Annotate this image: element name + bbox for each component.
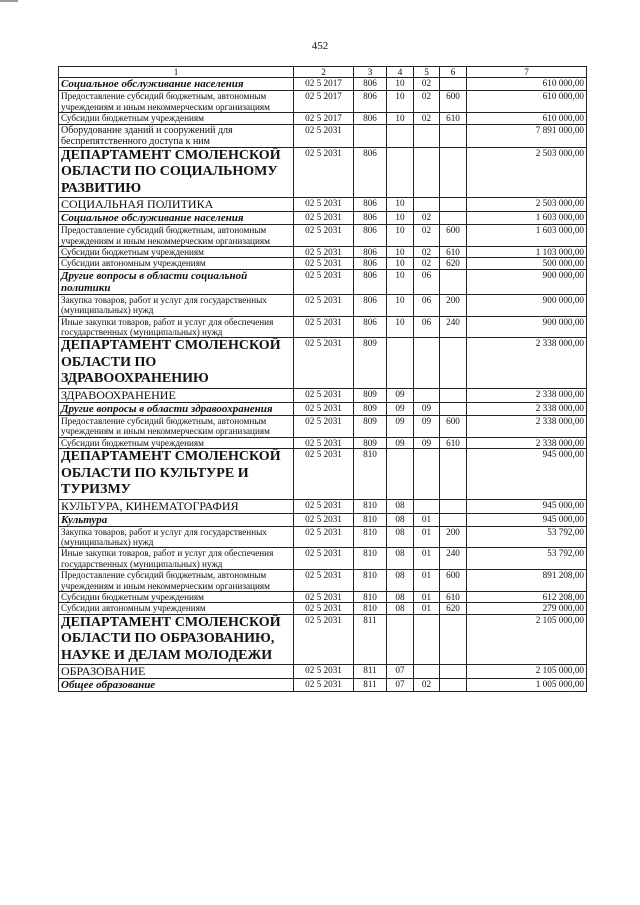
section-code-cell: 10 — [387, 113, 414, 124]
section-code-cell: 07 — [387, 679, 414, 692]
row-name-cell: ДЕПАРТАМЕНТ СМОЛЕНСКОЙ ОБЛАСТИ ПО ЗДРАВООХРАНЕНИЮ — [59, 338, 294, 389]
table-row — [59, 225, 587, 247]
expense-type-cell: 600 — [440, 91, 467, 113]
expense-type-cell — [440, 679, 467, 692]
expense-type-cell — [440, 449, 467, 500]
expense-type-cell: 600 — [440, 225, 467, 247]
target-code-cell: 02 5 2031 — [294, 246, 354, 257]
amount-cell: 2 338 000,00 — [467, 338, 587, 389]
department-code-cell: 806 — [354, 113, 387, 124]
subsection-code-cell — [414, 665, 440, 679]
department-code-cell: 811 — [354, 679, 387, 692]
table-row — [59, 246, 587, 257]
amount-cell: 2 105 000,00 — [467, 614, 587, 665]
department-code-cell — [354, 124, 387, 147]
row-name-cell: Социальное обслуживание населения — [59, 212, 294, 225]
expense-type-cell — [440, 269, 467, 294]
subsection-code-cell — [414, 124, 440, 147]
section-code-cell: 10 — [387, 198, 414, 212]
table-row — [59, 147, 587, 198]
table-row — [59, 570, 587, 592]
row-name-cell: Субсидии автономным учреждениям — [59, 258, 294, 269]
row-name-cell: Иные закупки товаров, работ и услуг для обеспечения государственных (муниципальных) нужд — [59, 316, 294, 338]
subsection-code-cell: 02 — [414, 91, 440, 113]
amount-cell: 945 000,00 — [467, 499, 587, 513]
table-row — [59, 665, 587, 679]
table-row — [59, 603, 587, 614]
target-code-cell: 02 5 2031 — [294, 225, 354, 247]
row-name-cell: Субсидии бюджетным учреждениям — [59, 592, 294, 603]
budget-table — [58, 66, 587, 692]
department-code-cell: 806 — [354, 246, 387, 257]
department-code-cell: 809 — [354, 415, 387, 437]
row-name-cell: Социальное обслуживание населения — [59, 78, 294, 91]
target-code-cell: 02 5 2031 — [294, 212, 354, 225]
target-code-cell: 02 5 2031 — [294, 603, 354, 614]
expense-type-cell — [440, 402, 467, 415]
target-code-cell: 02 5 2031 — [294, 614, 354, 665]
row-name-cell: Субсидии бюджетным учреждениям — [59, 246, 294, 257]
table-row — [59, 402, 587, 415]
column-header: 3 — [354, 67, 387, 78]
table-row — [59, 258, 587, 269]
table-row — [59, 592, 587, 603]
department-code-cell: 811 — [354, 614, 387, 665]
table-row — [59, 499, 587, 513]
section-code-cell: 10 — [387, 212, 414, 225]
section-code-cell — [387, 449, 414, 500]
amount-cell: 53 792,00 — [467, 548, 587, 570]
target-code-cell: 02 5 2017 — [294, 113, 354, 124]
section-code-cell: 08 — [387, 570, 414, 592]
department-code-cell: 810 — [354, 548, 387, 570]
expense-type-cell — [440, 499, 467, 513]
table-row — [59, 513, 587, 526]
subsection-code-cell — [414, 198, 440, 212]
department-code-cell: 811 — [354, 665, 387, 679]
expense-type-cell — [440, 665, 467, 679]
subsection-code-cell: 02 — [414, 679, 440, 692]
amount-cell: 500 000,00 — [467, 258, 587, 269]
table-row — [59, 124, 587, 147]
subsection-code-cell — [414, 388, 440, 402]
section-code-cell — [387, 124, 414, 147]
expense-type-cell — [440, 124, 467, 147]
department-code-cell: 806 — [354, 294, 387, 316]
amount-cell: 891 208,00 — [467, 570, 587, 592]
expense-type-cell: 610 — [440, 246, 467, 257]
target-code-cell: 02 5 2031 — [294, 388, 354, 402]
section-code-cell: 10 — [387, 78, 414, 91]
target-code-cell: 02 5 2031 — [294, 679, 354, 692]
row-name-cell: Предоставление субсидий бюджетным, автономным учреждениям и иным некоммерческим организациям — [59, 91, 294, 113]
target-code-cell: 02 5 2031 — [294, 316, 354, 338]
expense-type-cell: 610 — [440, 592, 467, 603]
subsection-code-cell: 01 — [414, 570, 440, 592]
expense-type-cell — [440, 338, 467, 389]
table-row — [59, 198, 587, 212]
row-name-cell: Культура — [59, 513, 294, 526]
subsection-code-cell — [414, 614, 440, 665]
row-name-cell: ОБРАЗОВАНИЕ — [59, 665, 294, 679]
expense-type-cell: 240 — [440, 548, 467, 570]
expense-type-cell — [440, 212, 467, 225]
column-number-row — [59, 67, 587, 78]
subsection-code-cell: 02 — [414, 212, 440, 225]
subsection-code-cell — [414, 449, 440, 500]
section-code-cell: 10 — [387, 246, 414, 257]
department-code-cell: 806 — [354, 198, 387, 212]
table-row — [59, 415, 587, 437]
department-code-cell: 810 — [354, 526, 387, 548]
subsection-code-cell: 01 — [414, 513, 440, 526]
section-code-cell: 08 — [387, 499, 414, 513]
amount-cell: 2 338 000,00 — [467, 402, 587, 415]
amount-cell: 279 000,00 — [467, 603, 587, 614]
subsection-code-cell: 06 — [414, 294, 440, 316]
target-code-cell: 02 5 2017 — [294, 91, 354, 113]
table-row — [59, 388, 587, 402]
section-code-cell — [387, 147, 414, 198]
section-code-cell: 10 — [387, 225, 414, 247]
row-name-cell: Общее образование — [59, 679, 294, 692]
section-code-cell: 10 — [387, 316, 414, 338]
department-code-cell: 809 — [354, 402, 387, 415]
expense-type-cell: 600 — [440, 415, 467, 437]
amount-cell: 2 503 000,00 — [467, 147, 587, 198]
column-header: 6 — [440, 67, 467, 78]
section-code-cell: 08 — [387, 526, 414, 548]
amount-cell: 2 338 000,00 — [467, 415, 587, 437]
department-code-cell: 806 — [354, 212, 387, 225]
target-code-cell: 02 5 2031 — [294, 570, 354, 592]
expense-type-cell — [440, 388, 467, 402]
expense-type-cell: 240 — [440, 316, 467, 338]
department-code-cell: 806 — [354, 258, 387, 269]
target-code-cell: 02 5 2031 — [294, 437, 354, 448]
amount-cell: 1 103 000,00 — [467, 246, 587, 257]
column-header: 2 — [294, 67, 354, 78]
subsection-code-cell: 09 — [414, 415, 440, 437]
expense-type-cell: 620 — [440, 258, 467, 269]
department-code-cell: 810 — [354, 570, 387, 592]
amount-cell: 2 503 000,00 — [467, 198, 587, 212]
department-code-cell: 810 — [354, 513, 387, 526]
department-code-cell: 810 — [354, 603, 387, 614]
subsection-code-cell: 02 — [414, 78, 440, 91]
expense-type-cell — [440, 147, 467, 198]
row-name-cell: Субсидии бюджетным учреждениям — [59, 113, 294, 124]
table-row — [59, 91, 587, 113]
column-header: 5 — [414, 67, 440, 78]
amount-cell: 945 000,00 — [467, 513, 587, 526]
section-code-cell: 09 — [387, 388, 414, 402]
section-code-cell: 10 — [387, 258, 414, 269]
row-name-cell: Закупка товаров, работ и услуг для государственных (муниципальных) нужд — [59, 526, 294, 548]
subsection-code-cell: 06 — [414, 269, 440, 294]
subsection-code-cell: 06 — [414, 316, 440, 338]
amount-cell: 610 000,00 — [467, 113, 587, 124]
target-code-cell: 02 5 2031 — [294, 198, 354, 212]
table-row — [59, 269, 587, 294]
section-code-cell — [387, 338, 414, 389]
table-row — [59, 338, 587, 389]
department-code-cell: 809 — [354, 437, 387, 448]
subsection-code-cell: 09 — [414, 402, 440, 415]
amount-cell: 900 000,00 — [467, 269, 587, 294]
section-code-cell: 08 — [387, 603, 414, 614]
target-code-cell: 02 5 2017 — [294, 78, 354, 91]
row-name-cell: Закупка товаров, работ и услуг для государственных (муниципальных) нужд — [59, 294, 294, 316]
section-code-cell: 10 — [387, 91, 414, 113]
expense-type-cell: 620 — [440, 603, 467, 614]
section-code-cell — [387, 614, 414, 665]
subsection-code-cell: 01 — [414, 592, 440, 603]
section-code-cell: 09 — [387, 437, 414, 448]
amount-cell: 610 000,00 — [467, 91, 587, 113]
department-code-cell: 810 — [354, 592, 387, 603]
expense-type-cell: 610 — [440, 437, 467, 448]
row-name-cell: Субсидии автономным учреждениям — [59, 603, 294, 614]
target-code-cell: 02 5 2031 — [294, 258, 354, 269]
row-name-cell: ДЕПАРТАМЕНТ СМОЛЕНСКОЙ ОБЛАСТИ ПО СОЦИАЛЬНОМУ РАЗВИТИЮ — [59, 147, 294, 198]
amount-cell: 1 603 000,00 — [467, 225, 587, 247]
target-code-cell: 02 5 2031 — [294, 548, 354, 570]
subsection-code-cell: 02 — [414, 225, 440, 247]
subsection-code-cell — [414, 147, 440, 198]
subsection-code-cell: 09 — [414, 437, 440, 448]
target-code-cell: 02 5 2031 — [294, 592, 354, 603]
table-row — [59, 437, 587, 448]
row-name-cell: Субсидии бюджетным учреждениям — [59, 437, 294, 448]
department-code-cell: 810 — [354, 449, 387, 500]
row-name-cell: КУЛЬТУРА, КИНЕМАТОГРАФИЯ — [59, 499, 294, 513]
target-code-cell: 02 5 2031 — [294, 124, 354, 147]
amount-cell: 612 208,00 — [467, 592, 587, 603]
table-row — [59, 679, 587, 692]
table-row — [59, 316, 587, 338]
department-code-cell: 810 — [354, 499, 387, 513]
department-code-cell: 809 — [354, 338, 387, 389]
target-code-cell: 02 5 2031 — [294, 402, 354, 415]
target-code-cell: 02 5 2031 — [294, 513, 354, 526]
target-code-cell: 02 5 2031 — [294, 147, 354, 198]
subsection-code-cell: 01 — [414, 526, 440, 548]
expense-type-cell: 610 — [440, 113, 467, 124]
amount-cell: 7 891 000,00 — [467, 124, 587, 147]
row-name-cell: ДЕПАРТАМЕНТ СМОЛЕНСКОЙ ОБЛАСТИ ПО КУЛЬТУРЕ И ТУРИЗМУ — [59, 449, 294, 500]
target-code-cell: 02 5 2031 — [294, 665, 354, 679]
subsection-code-cell: 01 — [414, 603, 440, 614]
expense-type-cell — [440, 78, 467, 91]
row-name-cell: Предоставление субсидий бюджетным, автономным учреждениям и иным некоммерческим организациям — [59, 225, 294, 247]
target-code-cell: 02 5 2031 — [294, 499, 354, 513]
page-number: 452 — [311, 40, 329, 52]
table-row — [59, 212, 587, 225]
expense-type-cell — [440, 198, 467, 212]
row-name-cell: Другие вопросы в области здравоохранения — [59, 402, 294, 415]
table-row — [59, 526, 587, 548]
amount-cell: 900 000,00 — [467, 294, 587, 316]
table-row — [59, 294, 587, 316]
table-row — [59, 449, 587, 500]
amount-cell: 2 338 000,00 — [467, 437, 587, 448]
row-name-cell: ЗДРАВООХРАНЕНИЕ — [59, 388, 294, 402]
department-code-cell: 806 — [354, 147, 387, 198]
row-name-cell: СОЦИАЛЬНАЯ ПОЛИТИКА — [59, 198, 294, 212]
expense-type-cell: 200 — [440, 526, 467, 548]
expense-type-cell — [440, 513, 467, 526]
section-code-cell: 07 — [387, 665, 414, 679]
amount-cell: 945 000,00 — [467, 449, 587, 500]
amount-cell: 610 000,00 — [467, 78, 587, 91]
section-code-cell: 09 — [387, 402, 414, 415]
department-code-cell: 806 — [354, 225, 387, 247]
target-code-cell: 02 5 2031 — [294, 449, 354, 500]
amount-cell: 1 603 000,00 — [467, 212, 587, 225]
amount-cell: 1 005 000,00 — [467, 679, 587, 692]
column-header: 1 — [59, 67, 294, 78]
target-code-cell: 02 5 2031 — [294, 526, 354, 548]
amount-cell: 900 000,00 — [467, 316, 587, 338]
table-row — [59, 548, 587, 570]
row-name-cell: Предоставление субсидий бюджетным, автономным учреждениям и иным некоммерческим организациям — [59, 570, 294, 592]
subsection-code-cell: 02 — [414, 258, 440, 269]
department-code-cell: 806 — [354, 316, 387, 338]
amount-cell: 2 105 000,00 — [467, 665, 587, 679]
target-code-cell: 02 5 2031 — [294, 338, 354, 389]
row-name-cell: Оборудование зданий и сооружений для беспрепятственного доступа к ним — [59, 124, 294, 147]
table-row — [59, 113, 587, 124]
section-code-cell: 08 — [387, 592, 414, 603]
amount-cell: 53 792,00 — [467, 526, 587, 548]
department-code-cell: 806 — [354, 91, 387, 113]
expense-type-cell: 200 — [440, 294, 467, 316]
table-row — [59, 78, 587, 91]
section-code-cell: 08 — [387, 548, 414, 570]
expense-type-cell: 600 — [440, 570, 467, 592]
row-name-cell: Предоставление субсидий бюджетным, автономным учреждениям и иным некоммерческим организациям — [59, 415, 294, 437]
row-name-cell: ДЕПАРТАМЕНТ СМОЛЕНСКОЙ ОБЛАСТИ ПО ОБРАЗОВАНИЮ, НАУКЕ И ДЕЛАМ МОЛОДЕЖИ — [59, 614, 294, 665]
section-code-cell: 10 — [387, 269, 414, 294]
target-code-cell: 02 5 2031 — [294, 269, 354, 294]
target-code-cell: 02 5 2031 — [294, 294, 354, 316]
subsection-code-cell: 02 — [414, 113, 440, 124]
column-header: 4 — [387, 67, 414, 78]
row-name-cell: Другие вопросы в области социальной политики — [59, 269, 294, 294]
target-code-cell: 02 5 2031 — [294, 415, 354, 437]
table-row — [59, 614, 587, 665]
subsection-code-cell — [414, 499, 440, 513]
section-code-cell: 10 — [387, 294, 414, 316]
department-code-cell: 806 — [354, 78, 387, 91]
subsection-code-cell — [414, 338, 440, 389]
department-code-cell: 809 — [354, 388, 387, 402]
section-code-cell: 08 — [387, 513, 414, 526]
section-code-cell: 09 — [387, 415, 414, 437]
subsection-code-cell: 01 — [414, 548, 440, 570]
subsection-code-cell: 02 — [414, 246, 440, 257]
department-code-cell: 806 — [354, 269, 387, 294]
amount-cell: 2 338 000,00 — [467, 388, 587, 402]
row-name-cell: Иные закупки товаров, работ и услуг для обеспечения государственных (муниципальных) нужд — [59, 548, 294, 570]
scan-artifact — [0, 0, 18, 2]
column-header: 7 — [467, 67, 587, 78]
expense-type-cell — [440, 614, 467, 665]
